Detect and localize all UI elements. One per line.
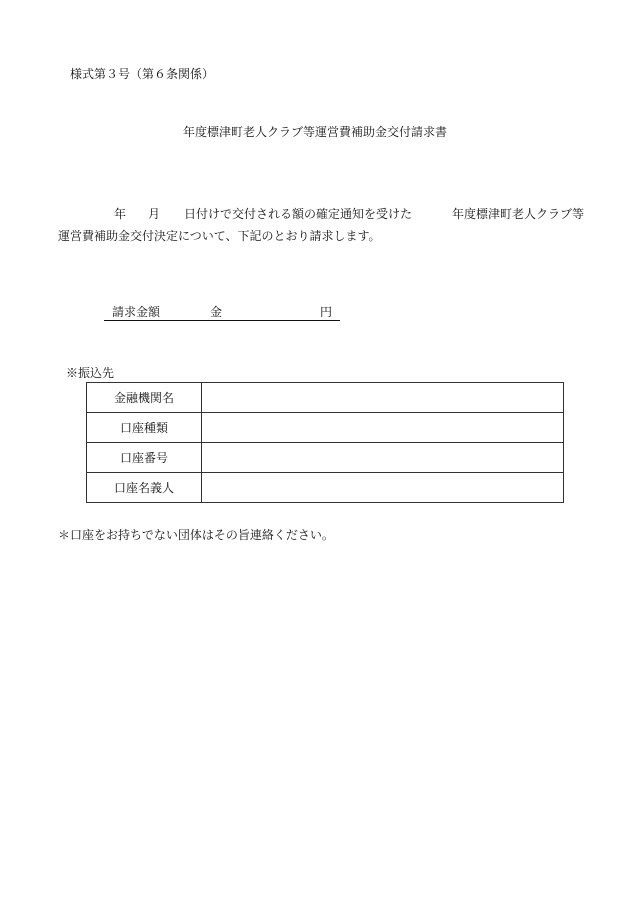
footnote: ＊口座をお持ちでない団体はその旨連絡ください。: [58, 528, 334, 542]
paragraph-line2: 運営費補助金交付決定について、下記のとおり請求します。: [58, 229, 381, 243]
table-row: [87, 443, 564, 473]
account-number-field[interactable]: [202, 443, 564, 473]
table-row: [87, 383, 564, 413]
year-label: 年: [114, 207, 127, 221]
account-holder-field[interactable]: [202, 473, 564, 503]
bank-transfer-table: [86, 382, 564, 503]
claim-amount-label: 請求金額: [112, 305, 161, 319]
table-row: [87, 473, 564, 503]
document-title: 年度標津町老人クラブ等運営費補助金交付請求書: [182, 125, 447, 139]
bank-name-field[interactable]: [202, 383, 564, 413]
account-number-label: 口座番号: [87, 443, 202, 473]
account-type-label: 口座種類: [87, 413, 202, 443]
month-label: 月: [148, 207, 161, 221]
claim-amount-row: [104, 306, 340, 321]
table-row: [87, 413, 564, 443]
transfer-heading: ※振込先: [66, 366, 115, 380]
claim-kin-label: 金: [210, 305, 223, 319]
account-holder-label: 口座名義人: [87, 473, 202, 503]
account-type-field[interactable]: [202, 413, 564, 443]
paragraph-line1-end: 年度標津町老人クラブ等: [452, 207, 585, 221]
bank-name-label: 金融機関名: [87, 383, 202, 413]
paragraph-line1-middle: 日付けで交付される額の確定通知を受けた: [184, 207, 413, 221]
claim-yen-label: 円: [320, 305, 333, 319]
form-number: 様式第３号（第６条関係）: [70, 67, 215, 81]
